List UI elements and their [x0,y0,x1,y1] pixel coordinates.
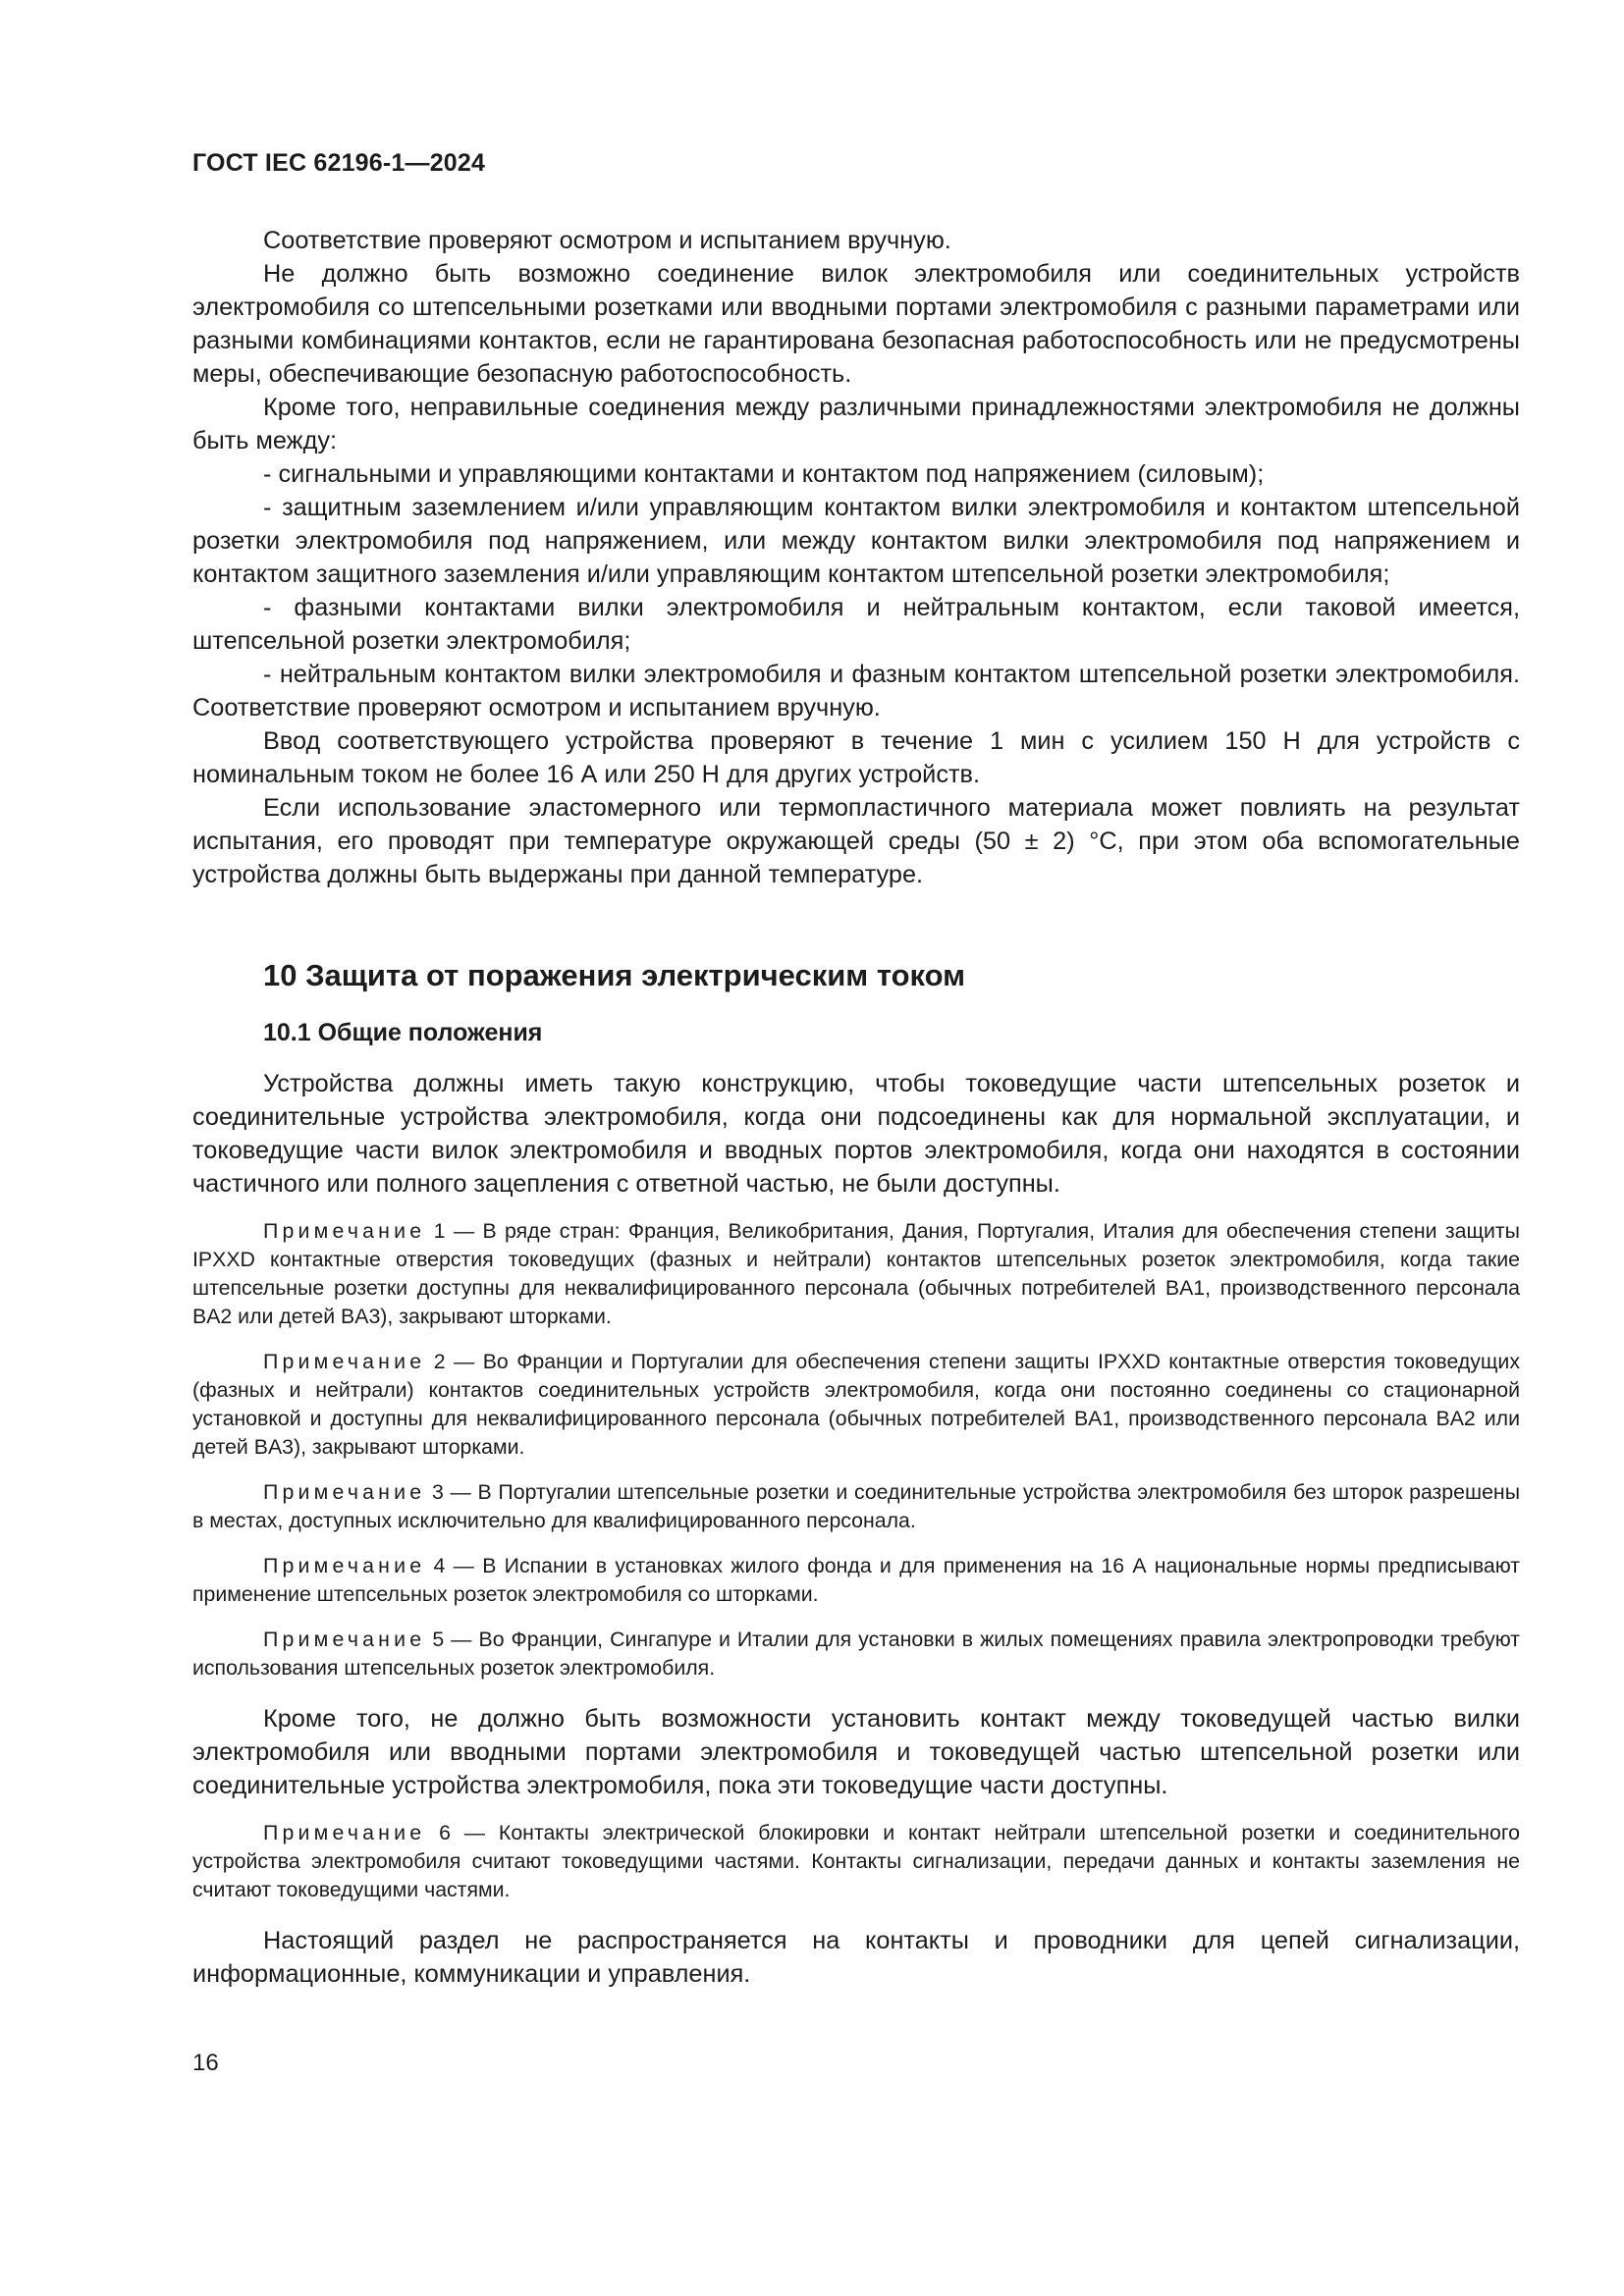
note [192,1552,1520,1609]
list-item: - нейтральным контактом вилки электромобиля и фазным контактом штепсельной розетки электромобиля. Соответствие проверяют осмотром и испытанием вручную. [192,661,1520,721]
document-header: ГОСТ IEC 62196-1—2024 [192,149,486,177]
paragraph: Если использование эластомерного или термопластичного материала может повлиять на результат испытания, его проводят при температуре окружающей среды (50 ± 2) °С, при этом оба вспомогательные устройства должны быть выдержаны при данной температуре. [192,794,1520,888]
paragraph: Ввод соответствующего устройства проверяют в течение 1 мин с усилием 150 Н для устройств с номинальным током не более 16 А или 250 Н для других устройств. [192,727,1520,788]
note [192,1348,1520,1462]
note [192,1626,1520,1682]
note-label: Примечание [263,1554,426,1577]
note-label: Примечание [263,1219,426,1243]
note-text: 4 — В Испании в установках жилого фонда и для применения на 16 А национальные нормы предписывают применение штепсельных розеток электромобиля со шторками. [192,1554,1521,1606]
note-text: 2 — Во Франции и Португалии для обеспечения степени защиты IPXXD контактные отверстия токоведущих (фазных и нейтрали) контактов соединительных устройств электромобиля, когда они постоянно соединены со стационарной установкой и доступны для неквалифицированного персонала (обычных потребителей BA1, производственного персонала BA2 или детей BA3), закрывают шторками. [192,1350,1520,1459]
subsection-heading: 10.1 Общие положения [263,1019,543,1046]
note [192,1217,1520,1331]
note [192,1819,1520,1904]
note-text: 3 — В Португалии штепсельные розетки и соединительные устройства электромобиля без шторок разрешены в местах, доступных исключительно для квалифицированного персонала. [192,1480,1520,1532]
list-item: - сигнальными и управляющими контактами и контактом под напряжением (силовым); [263,460,1265,488]
note-text: 5 — Во Франции, Сингапуре и Италии для установки в жилых помещениях правила электропроводки требуют использования штепсельных розеток электромобиля. [192,1628,1521,1680]
note-label: Примечание [263,1480,426,1504]
note-label: Примечание [263,1350,426,1373]
paragraph: Устройства должны иметь такую конструкцию, чтобы токоведущие части штепсельных розеток и соединительные устройства электромобиля, когда они подсоединены как для нормальной эксплуатации, и токоведущие части вилок электромобиля и вводных портов электромобиля, когда они находятся в состоянии частичного или полного зацепления с ответной частью, не были доступны. [192,1070,1520,1198]
paragraph: Кроме того, неправильные соединения между различными принадлежностями электромобиля не должны быть между: [192,394,1520,454]
list-item: - фазными контактами вилки электромобиля и нейтральным контактом, если таковой имеется, штепсельной розетки электромобиля; [192,594,1520,655]
note-text: 1 — В ряде стран: Франция, Великобритания, Дания, Португалия, Италия для обеспечения степени защиты IPXXD контактные отверстия токоведущих (фазных и нейтрали) контактов штепсельных розеток электромобиля, когда такие штепсельные розетки доступны для неквалифицированного персонала (обычных потребителей BA1, производственного персонала BA2 или детей BA3), закрывают шторками. [192,1219,1520,1328]
note [192,1478,1520,1535]
note-label: Примечание [263,1628,426,1651]
paragraph: Соответствие проверяют осмотром и испытанием вручную. [263,227,951,254]
page-number: 16 [192,2050,219,2076]
section-heading: 10 Защита от поражения электрическим током [263,958,966,992]
note-label: Примечание [263,1821,426,1844]
paragraph: Настоящий раздел не распространяется на контакты и проводники для цепей сигнализации, информационные, коммуникации и управления. [192,1927,1520,1988]
paragraph: Не должно быть возможно соединение вилок электромобиля или соединительных устройств электромобиля со штепсельными розетками или вводными портами электромобиля с разными параметрами или разными комбинациями контактов, если не гарантирована безопасная работоспособность или не предусмотрены меры, обеспечивающие безопасную работоспособность. [192,260,1520,388]
note-text: 6 — Контакты электрической блокировки и контакт нейтрали штепсельной розетки и соединительного устройства электромобиля считают токоведущими частями. Контакты сигнализации, передачи данных и контакты заземления не считают токоведущими частями. [192,1821,1520,1901]
paragraph: Кроме того, не должно быть возможности установить контакт между токоведущей частью вилки электромобиля или вводными портами электромобиля и токоведущей частью штепсельной розетки или соединительные устройства электромобиля, пока эти токоведущие части доступны. [192,1705,1520,1799]
list-item: - защитным заземлением и/или управляющим контактом вилки электромобиля и контактом штепсельной розетки электромобиля под напряжением, или между контактом вилки электромобиля под напряжением и контактом защитного заземления и/или управляющим контактом штепсельной розетки электромобиля; [192,494,1520,588]
page-content [192,224,1520,1991]
